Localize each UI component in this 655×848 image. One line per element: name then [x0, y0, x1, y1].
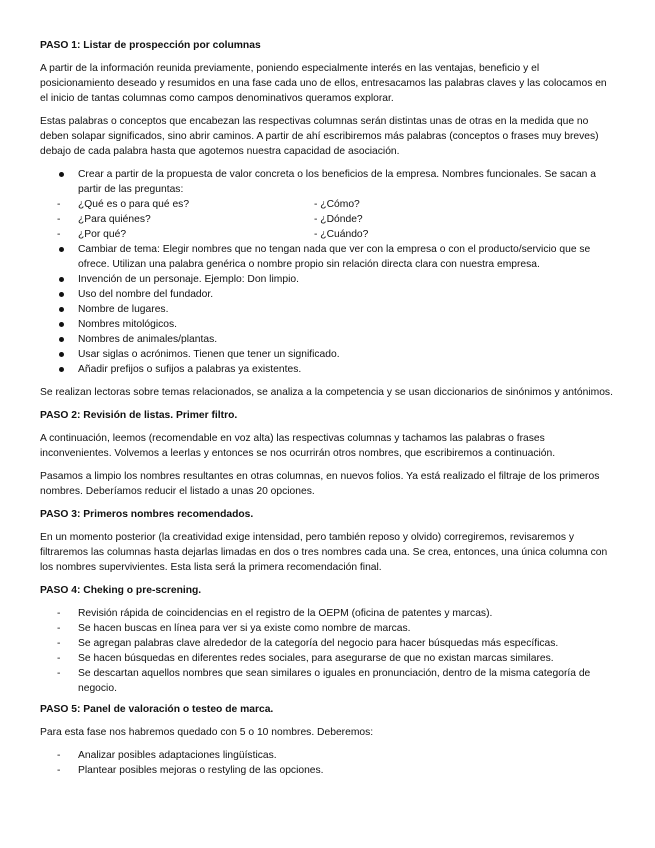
paso4-list [40, 606, 615, 696]
list-item-text: Nombres de animales/plantas. [78, 334, 218, 345]
list-item-text: Uso del nombre del fundador. [78, 289, 214, 300]
paso5-heading: PASO 5: Panel de valoración o testeo de marca. [40, 704, 274, 715]
list-item [40, 167, 615, 197]
dash-marker: - [57, 623, 61, 634]
list-item [40, 332, 615, 347]
list-item-text: Nombres mitológicos. [78, 319, 177, 330]
list-item-text: Plantear posibles mejoras o restyling de las opciones. [78, 765, 324, 776]
paso5-paragraph-1: Para esta fase nos habremos quedado con 5 o 10 nombres. Deberemos: [40, 727, 374, 738]
list-item [40, 621, 615, 636]
list-item [40, 606, 615, 621]
list-item-text: Analizar posibles adaptaciones lingüísticas. [78, 750, 277, 761]
bullet-icon [59, 307, 64, 312]
dash-marker: - [57, 750, 61, 761]
paso3-heading: PASO 3: Primeros nombres recomendados. [40, 509, 254, 520]
question-right: - ¿Cómo? [314, 199, 360, 210]
question-row [40, 227, 615, 242]
list-item [40, 651, 615, 666]
list-item-text: Se hacen buscas en línea para ver si ya existe como nombre de marcas. [78, 623, 411, 634]
bullet-icon [59, 352, 64, 357]
paso1-heading: PASO 1: Listar de prospección por columnas [40, 40, 261, 51]
list-item-text: Crear a partir de la propuesta de valor concreta o los beneficios de la empresa. Nombres funcionales. Se sacan a partir de las preguntas: [78, 169, 596, 195]
list-item [40, 748, 615, 763]
list-item-text: Revisión rápida de coincidencias en el registro de la OEPM (oficina de patentes y marcas). [78, 608, 493, 619]
question-left: ¿Para quiénes? [78, 214, 151, 225]
bullet-icon [59, 247, 64, 252]
bullet-icon [59, 337, 64, 342]
bullet-icon [59, 367, 64, 372]
dash-marker: - [57, 653, 61, 664]
list-item-text: Cambiar de tema: Elegir nombres que no tengan nada que ver con la empresa o con el producto/servicio que se ofrece. Utilizan una palabra genérica o nombre propio sin relación directa clara con nuestra empresa. [78, 244, 591, 270]
bullet-icon [59, 292, 64, 297]
question-right: - ¿Cuándo? [314, 229, 369, 240]
paso1-paragraph-1: A partir de la información reunida previamente, poniendo especialmente interés en las ventajas, beneficio y el posicionamiento deseado y resumidos en una fase cada uno de ellos, entresacamos las palabras claves y las colocamos en el inicio de tantas columnas como campos denominativos queramos explorar. [40, 63, 607, 104]
paso2-heading: PASO 2: Revisión de listas. Primer filtro. [40, 410, 238, 421]
bullet-icon [59, 172, 64, 177]
list-item [40, 287, 615, 302]
list-item-text: Nombre de lugares. [78, 304, 169, 315]
bullet-icon [59, 322, 64, 327]
list-item [40, 763, 615, 778]
list-item-text: Se agregan palabras clave alrededor de la categoría del negocio para hacer búsquedas más específicas. [78, 638, 559, 649]
paso1-paragraph-3: Se realizan lectoras sobre temas relacionados, se analiza a la competencia y se usan diccionarios de sinónimos y antónimos. [40, 387, 613, 398]
list-item [40, 302, 615, 317]
list-item [40, 636, 615, 651]
question-left: ¿Qué es o para qué es? [78, 199, 190, 210]
list-item-text: Invención de un personaje. Ejemplo: Don limpio. [78, 274, 299, 285]
dash-marker: - [57, 668, 61, 679]
list-item-text: Se descartan aquellos nombres que sean similares o iguales en pronunciación, dentro de la misma categoría de negocio. [78, 668, 591, 694]
paso2-paragraph-1: A continuación, leemos (recomendable en voz alta) las respectivas columnas y tachamos las palabras o frases inconvenientes. Volvemos a leerlas y entonces se nos ocurrirán otros nombres, que escribiremos a continuación. [40, 433, 556, 459]
dash-marker: - [57, 608, 61, 619]
list-item [40, 666, 615, 696]
paso1-paragraph-2: Estas palabras o conceptos que encabezan las respectivas columnas serán distintas unas de otras en la medida que no deben solapar significados, sino abrir caminos. A partir de ahí escribiremos más palabras (conceptos o frases muy breves) debajo de cada palabra hasta que agotemos nuestra capacidad de asociación. [40, 116, 599, 157]
paso1-list [40, 167, 615, 377]
list-item-text: Usar siglas o acrónimos. Tienen que tener un significado. [78, 349, 340, 360]
list-item-text: Añadir prefijos o sufijos a palabras ya existentes. [78, 364, 302, 375]
list-item [40, 317, 615, 332]
list-item [40, 362, 615, 377]
dash-marker: - [57, 638, 61, 649]
list-item [40, 347, 615, 362]
question-right: - ¿Dónde? [314, 214, 363, 225]
bullet-icon [59, 277, 64, 282]
paso3-paragraph-1: En un momento posterior (la creatividad exige intensidad, pero también reposo y olvido) corregiremos, revisaremos y filtraremos las columnas hasta dejarlas limadas en dos o tres nombres cada una. Se crea, entonces, una única columna con los nombres supervivientes. Esta lista será la primera recomendación final. [40, 532, 608, 573]
paso2-paragraph-2: Pasamos a limpio los nombres resultantes en otras columnas, en nuevos folios. Ya está realizado el filtraje de los primeros nombres. Deberíamos reducir el listado a unas 20 opciones. [40, 471, 600, 497]
question-left: ¿Por qué? [78, 229, 127, 240]
dash-marker: - [57, 765, 61, 776]
dash-marker: - [57, 229, 61, 240]
question-row [40, 197, 615, 212]
list-item-text: Se hacen búsquedas en diferentes redes sociales, para asegurarse de que no existan marcas similares. [78, 653, 554, 664]
dash-marker: - [57, 214, 61, 225]
list-item [40, 272, 615, 287]
paso5-list [40, 748, 615, 778]
dash-marker: - [57, 199, 61, 210]
paso4-heading: PASO 4: Cheking o pre-screning. [40, 585, 202, 596]
list-item [40, 242, 615, 272]
question-row [40, 212, 615, 227]
